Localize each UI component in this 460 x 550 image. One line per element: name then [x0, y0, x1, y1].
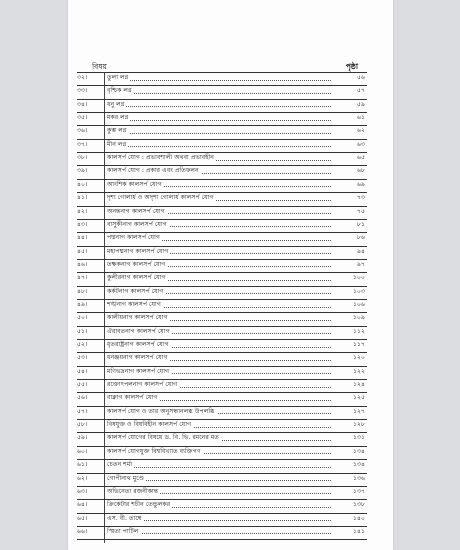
entry-title: ধনঞ্জয়নাগ কালসর্প যোগ — [107, 354, 168, 362]
row-rule — [77, 366, 367, 367]
entry-page-number: ১০০ — [352, 274, 365, 282]
entry-page-number: ১২০ — [352, 354, 365, 362]
entry-page-number: ১৩৮ — [352, 501, 365, 509]
entry-page-number: ৬৯ — [356, 180, 365, 188]
contents-row — [77, 219, 367, 231]
entry-title-wrap — [107, 446, 327, 458]
contents-row — [77, 326, 367, 338]
row-rule — [77, 352, 367, 353]
contents-row — [77, 165, 367, 177]
entry-title-wrap — [107, 165, 327, 177]
row-rule — [77, 446, 367, 447]
contents-row — [77, 259, 367, 271]
row-rule — [77, 272, 367, 273]
entry-number: ৬৬। — [77, 527, 88, 535]
row-rule — [77, 232, 367, 233]
entry-title: বিষযুক্ত ও বিষবিহীন কালসর্প যোগ — [107, 421, 192, 429]
entry-title-wrap — [107, 272, 327, 284]
row-rule — [77, 513, 367, 514]
entry-title: কুলীরনাগ কালসর্প যোগ — [107, 274, 166, 282]
row-rule — [77, 112, 367, 113]
entry-page-number: ৫৭ — [356, 87, 365, 95]
entry-page-number: ৮৬ — [356, 234, 365, 242]
contents-row — [77, 272, 367, 284]
entry-number: ৬১। — [77, 461, 88, 469]
entry-number: ৩৯। — [77, 167, 88, 175]
entry-page-number: ১০৯ — [352, 314, 365, 322]
contents-row — [77, 206, 367, 218]
row-rule — [77, 179, 367, 180]
contents-row — [77, 286, 367, 298]
entry-page-number: ৬৩ — [356, 140, 365, 148]
entry-title-wrap — [107, 526, 327, 538]
contents-row — [77, 459, 367, 471]
entry-number: ৪৩। — [77, 220, 88, 228]
entry-title-wrap — [107, 72, 327, 84]
entry-title-wrap — [107, 206, 327, 218]
row-rule — [77, 246, 367, 247]
entry-page-number: ১৩৪ — [352, 461, 365, 469]
entry-title-wrap — [107, 286, 327, 298]
entry-number: ৪৫। — [77, 247, 88, 255]
entry-title-wrap — [107, 219, 327, 231]
entry-page-number: ১২৪ — [352, 381, 365, 389]
entry-title: কালসর্প যোগ : প্রভাবশালী অথবা প্রভাবহীন — [107, 154, 214, 162]
row-rule — [77, 499, 367, 500]
entry-page-number: ১১৭ — [352, 341, 365, 348]
entry-page-number: ১৩৭ — [352, 487, 365, 495]
contents-row — [77, 312, 367, 324]
entry-number: ৪২। — [77, 207, 88, 215]
entry-title-wrap — [107, 232, 327, 244]
contents-row — [77, 379, 367, 391]
row-rule — [77, 139, 367, 140]
entry-title: মণিভদ্রনাগ কালসর্প যোগ — [107, 367, 170, 375]
contents-row — [77, 419, 367, 431]
contents-row — [77, 366, 367, 378]
entry-title: বাসুকীনাগ কালসর্প যোগ — [107, 220, 167, 228]
entry-title-wrap — [107, 259, 327, 271]
row-rule — [77, 526, 367, 527]
contents-row — [77, 486, 367, 498]
entry-number: ৩৭। — [77, 140, 88, 148]
entry-number: ৪১। — [77, 194, 88, 202]
contents-row — [77, 85, 367, 97]
entry-number: ৫৯। — [77, 434, 88, 442]
contents-row — [77, 192, 367, 204]
row-rule — [77, 312, 367, 313]
entry-page-number: ১১২ — [352, 327, 365, 335]
row-rule — [77, 326, 367, 327]
entry-number: ৫৭। — [77, 407, 88, 415]
entry-title: বৃশ্চিক লগ্ন — [107, 87, 132, 95]
entry-page-number: ১৩৪ — [352, 447, 365, 455]
contents-row — [77, 526, 367, 538]
row-rule — [77, 259, 367, 260]
entry-title-wrap — [107, 326, 327, 338]
entry-page-number: ৬২ — [356, 127, 365, 135]
entry-title: আংশিক কালসর্প যোগ — [107, 180, 162, 188]
entry-title-wrap — [107, 339, 327, 351]
entry-title: ঐরাবতনাগ কালসর্প যোগ — [107, 327, 170, 335]
entry-title-wrap — [107, 499, 327, 511]
contents-row — [77, 72, 367, 84]
row-rule — [77, 219, 367, 220]
entry-title-wrap — [107, 179, 327, 191]
contents-row — [77, 432, 367, 444]
entry-title: কর্কটনাগ কালসর্প যোগ — [107, 287, 164, 295]
entry-title-wrap — [107, 406, 327, 418]
entry-page-number: ৮১ — [356, 220, 365, 228]
entry-page-number: ১০৬ — [352, 300, 365, 308]
entry-title: মীন লগ্ন — [107, 140, 127, 148]
entry-title: কালসর্প যোগের বিষয়ে ড. বি. ভি. রমনের মত — [107, 434, 219, 442]
entry-title: মহাপদ্মনাগ কালসর্প যোগ — [107, 247, 169, 255]
entry-title-wrap — [107, 459, 327, 471]
entry-number: ৬০। — [77, 447, 88, 455]
entry-number: ৫১। — [77, 327, 88, 335]
row-rule — [77, 299, 367, 300]
entry-page-number: ৭৫ — [356, 207, 365, 215]
entry-title: অনন্তনাগ কালসর্প যোগ — [107, 207, 165, 215]
entry-title: রক্তোৎপলনাগ কালসর্প যোগ — [107, 381, 178, 389]
entry-page-number: ১২২ — [352, 367, 365, 375]
entry-title-wrap — [107, 473, 327, 485]
row-rule — [77, 432, 367, 433]
entry-title: তুলা লগ্ন — [107, 74, 129, 81]
entry-title: স্মিতা পাটিল — [107, 527, 139, 535]
entry-title-wrap — [107, 99, 327, 111]
contents-row — [77, 152, 367, 164]
row-rule — [77, 379, 367, 380]
entry-number: ৬৩। — [77, 487, 88, 495]
contents-row — [77, 339, 367, 351]
entry-title-wrap — [107, 513, 327, 525]
entry-title: কালসর্প যোগ : প্রকার এবং প্রতিফলন — [107, 167, 199, 175]
entry-page-number: ৯৭ — [356, 260, 365, 268]
entry-title-wrap — [107, 379, 327, 391]
contents-row — [77, 232, 367, 244]
row-rule — [77, 165, 367, 166]
row-rule — [77, 192, 367, 193]
entry-page-number: ১৩১ — [352, 434, 365, 442]
entry-title: ধনু লগ্ন — [107, 100, 125, 108]
entry-page-number: ৭৩ — [356, 194, 365, 202]
entry-page-number: ১৪০ — [352, 514, 365, 522]
entry-number: ৪০। — [77, 180, 88, 188]
entry-title-wrap — [107, 139, 327, 151]
entry-number: ৩৮। — [77, 154, 88, 162]
subject-column-header: বিষয় — [92, 62, 107, 71]
entry-title-wrap — [107, 352, 327, 364]
page-column-header: পৃষ্ঠা — [345, 62, 358, 71]
row-rule — [77, 392, 367, 393]
entry-title: কুম্ভ লগ্ন — [107, 127, 127, 135]
row-rule — [77, 339, 367, 340]
entry-number: ৩৪। — [77, 100, 88, 108]
contents-row — [77, 392, 367, 404]
entry-title-wrap — [107, 419, 327, 431]
entry-title-wrap — [107, 312, 327, 324]
entry-title-wrap — [107, 392, 327, 404]
entry-title: তক্ষকনাগ কালসর্প যোগ — [107, 260, 166, 268]
entry-title-wrap — [107, 366, 327, 378]
row-rule — [77, 152, 367, 153]
entry-number: ৩৩। — [77, 87, 88, 95]
entry-title: কালসর্প যোগ ও তার অনুসন্ধানলব্ধ উপলব্ধি — [107, 407, 215, 415]
row-rule — [77, 85, 367, 86]
entry-page-number: ৫৬ — [356, 74, 365, 81]
row-rule — [77, 459, 367, 460]
row-rule — [77, 125, 367, 126]
entry-number: ৪৬। — [77, 260, 88, 268]
contents-row — [77, 125, 367, 137]
entry-title-wrap — [107, 192, 327, 204]
entry-title-wrap — [107, 112, 327, 124]
entry-title: শঙ্খনাগ কালসর্প যোগ — [107, 300, 161, 308]
entry-page-number: ৫৯ — [356, 100, 365, 108]
row-rule — [77, 99, 367, 100]
entry-page-number: ৬১ — [356, 114, 365, 122]
entry-title: পদ্মনাগ কালসর্প যোগ — [107, 234, 160, 242]
entry-page-number: ১৪১ — [352, 527, 365, 535]
contents-row — [77, 473, 367, 485]
entry-number: ৫৪। — [77, 367, 88, 375]
entry-title: এস. বী. তাম্বে — [107, 514, 142, 522]
contents-row — [77, 499, 367, 511]
row-rule — [77, 286, 367, 287]
entry-title: অভিনেতা রজনীকান্ত — [107, 487, 159, 495]
entry-page-number: ৬৫ — [356, 154, 365, 162]
entry-number: ৫৩। — [77, 354, 88, 362]
entry-number: ৬৪। — [77, 501, 88, 509]
entry-number: ৬৫। — [77, 514, 88, 522]
row-rule — [77, 406, 367, 407]
row-rule — [77, 473, 367, 474]
contents-row — [77, 179, 367, 191]
entry-title-wrap — [107, 299, 327, 311]
entry-title: কালীয়নাগ কালসর্প যোগ — [107, 314, 168, 322]
entry-title-wrap — [107, 85, 327, 97]
entry-title-wrap — [107, 246, 327, 258]
entry-title-wrap — [107, 432, 327, 444]
entry-title: দৃশ্য গোলার্ধ ও অদৃশ্য গোলার্ধ কালসর্প যোগ — [107, 194, 214, 202]
entry-number: ৫৮। — [77, 421, 88, 429]
contents-row — [77, 446, 367, 458]
entry-number: ৪৮। — [77, 287, 88, 295]
entry-number: ৫০। — [77, 314, 88, 322]
entry-title-wrap — [107, 125, 327, 137]
entry-title-wrap — [107, 486, 327, 498]
entry-page-number: ১২৭ — [352, 407, 365, 415]
row-rule — [77, 486, 367, 487]
entry-title: বাক্নাগ কালসর্প যোগ — [107, 394, 158, 402]
entry-title-wrap — [107, 152, 327, 164]
contents-row — [77, 139, 367, 151]
entry-page-number: ১২৮ — [352, 421, 365, 429]
entry-number: ৪৪। — [77, 234, 88, 242]
entry-title: গোপীনাথ মুণ্ডে — [107, 474, 144, 482]
row-rule — [77, 419, 367, 420]
entry-page-number: ৬৮ — [356, 167, 365, 175]
contents-row — [77, 99, 367, 111]
entry-page-number: ১৩৬ — [352, 474, 365, 482]
entry-number: ৬২। — [77, 474, 88, 482]
contents-row — [77, 299, 367, 311]
entry-number: ৩৬। — [77, 127, 88, 135]
contents-row — [77, 246, 367, 258]
entry-number: ৩৫। — [77, 114, 88, 122]
entry-title: চেতন শর্মা — [107, 461, 133, 469]
entry-page-number: ১০৩ — [352, 287, 365, 295]
entry-page-number: ১২৫ — [352, 394, 365, 402]
row-rule — [77, 206, 367, 207]
entry-number: ৩২। — [77, 74, 88, 81]
entry-title: কালসর্প যোগযুক্ত বিশ্ববিখ্যাত ব্যক্তিগণ — [107, 447, 201, 455]
entry-title: ক্রিকেটার শচীন তেন্ডুলকর — [107, 501, 171, 509]
entry-page-number: ৯৪ — [356, 247, 365, 255]
entry-number: ৫৫। — [77, 381, 88, 389]
contents-row — [77, 513, 367, 525]
entry-title: মকর লগ্ন — [107, 114, 129, 122]
entry-number: ৪৯। — [77, 300, 88, 308]
entry-number: ৪৭। — [77, 274, 88, 282]
contents-row — [77, 406, 367, 418]
entry-title: ধৃতরাষ্ট্রনাগ কালসর্প যোগ — [107, 341, 169, 348]
row-rule — [77, 539, 367, 540]
entry-number: ৫৬। — [77, 394, 88, 402]
entry-number: ৫২। — [77, 341, 88, 348]
contents-row — [77, 352, 367, 364]
contents-row — [77, 112, 367, 124]
